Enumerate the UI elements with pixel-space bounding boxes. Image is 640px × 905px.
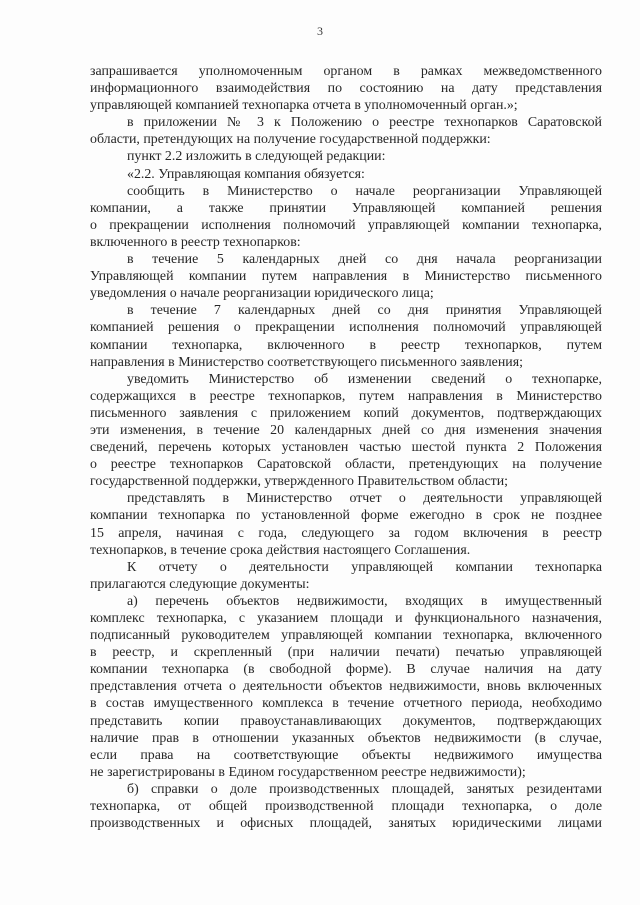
text-line: письменного заявления с приложением копий документов, подтверждающих xyxy=(90,405,602,421)
text-line: производственных и офисных площадей, занятых юридическими лицами xyxy=(90,816,602,832)
text-line: уведомления о начале реорганизации юридического лица; xyxy=(90,286,434,302)
text-line: технопарков, в течение срока действия настоящего Соглашения. xyxy=(90,542,471,558)
text-line: запрашивается уполномоченным органом в рамках межведомственного xyxy=(90,64,602,79)
text-line: представления отчета о деятельности объектов недвижимости, вновь включенных xyxy=(90,679,602,695)
text-line: представить копии правоустанавливающих документов, подтверждающих xyxy=(90,713,602,729)
text-line: направления в Министерство соответствующего письменного заявления; xyxy=(90,354,523,370)
text-line: компании технопарка (в свободной форме). В случае наличия на дату xyxy=(90,662,602,678)
text-line: компании технопарка по установленной форме ежегодно в срок не позднее xyxy=(90,508,602,524)
text-line: эти изменения, в течение 20 календарных дней со дня изменения значения xyxy=(90,422,602,438)
text-line: не зарегистрированы в Едином государственном реестре недвижимости); xyxy=(90,764,526,780)
text-line: а) перечень объектов недвижимости, входящих в имущественный xyxy=(127,593,602,609)
text-line: технопарка, от общей производственной площади технопарка, о доле xyxy=(90,799,602,815)
text-line: сведений, перечень которых установлен частью шестой пункта 2 Положения xyxy=(90,440,602,456)
text-line: о реестре технопарков Саратовской области, претендующих на получение xyxy=(90,457,602,473)
text-line: в течение 5 календарных дней со дня начала реорганизации xyxy=(127,252,602,268)
page-number: 3 xyxy=(317,24,323,38)
text-line: подписанный руководителем управляющей компании технопарка, включенного xyxy=(90,628,602,644)
text-line: б) справки о доле производственных площадей, занятых резидентами xyxy=(127,781,602,797)
text-line: информационного взаимодействия по состоянию на дату представления xyxy=(90,81,602,97)
text-line: управляющей компанией технопарка отчета в уполномоченный орган.»; xyxy=(90,98,518,114)
text-line: включенного в реестр технопарков: xyxy=(90,234,301,250)
text-line: наличие прав в отношении указанных объектов недвижимости (в случае, xyxy=(90,730,602,746)
text-line: «2.2. Управляющая компания обязуется: xyxy=(127,166,365,182)
text-line: если права на соответствующие объекты недвижимого имущества xyxy=(90,747,602,763)
text-line: о прекращении исполнения полномочий управляющей компании технопарка, xyxy=(90,217,602,233)
text-line: в течение 7 календарных дней со дня принятия Управляющей xyxy=(127,303,602,319)
text-line: в реестр, и скрепленный (при наличии печати) печатью управляющей xyxy=(90,645,602,661)
text-line: в состав имущественного комплекса в течение отчетного периода, необходимо xyxy=(90,696,602,712)
text-line: компании, а также принятии Управляющей компанией решения xyxy=(90,200,602,216)
text-line: К отчету о деятельности управляющей компании технопарка xyxy=(127,559,602,575)
text-line: компании технопарка, включенного в реестр технопарков, путем xyxy=(90,337,602,353)
text-line: содержащихся в реестре технопарков, путем направления в Министерство xyxy=(90,388,602,404)
text-line: в приложении № 3 к Положению о реестре технопарков Саратовской xyxy=(127,115,602,131)
text-line: комплекс технопарка, с указанием площади и функционального назначения, xyxy=(90,611,602,626)
text-line: компанией решения о прекращении исполнения полномочий управляющей xyxy=(90,320,602,336)
text-line: 15 апреля, начиная с года, следующего за годом включения в реестр xyxy=(90,525,602,541)
text-line: пункт 2.2 изложить в следующей редакции: xyxy=(127,149,386,165)
text-line: прилагаются следующие документы: xyxy=(90,576,310,592)
text-line: представлять в Министерство отчет о деятельности управляющей xyxy=(127,491,602,507)
text-line: уведомить Министерство об изменении сведений о технопарке, xyxy=(127,371,602,387)
document-body xyxy=(90,63,602,832)
text-line: государственной поддержки, утвержденного Правительством области; xyxy=(90,474,509,490)
text-line: сообщить в Министерство о начале реорганизации Управляющей xyxy=(127,183,602,199)
text-line: Управляющей компании путем направления в Министерство письменного xyxy=(90,269,602,285)
text-line: области, претендующих на получение государственной поддержки: xyxy=(90,132,491,148)
